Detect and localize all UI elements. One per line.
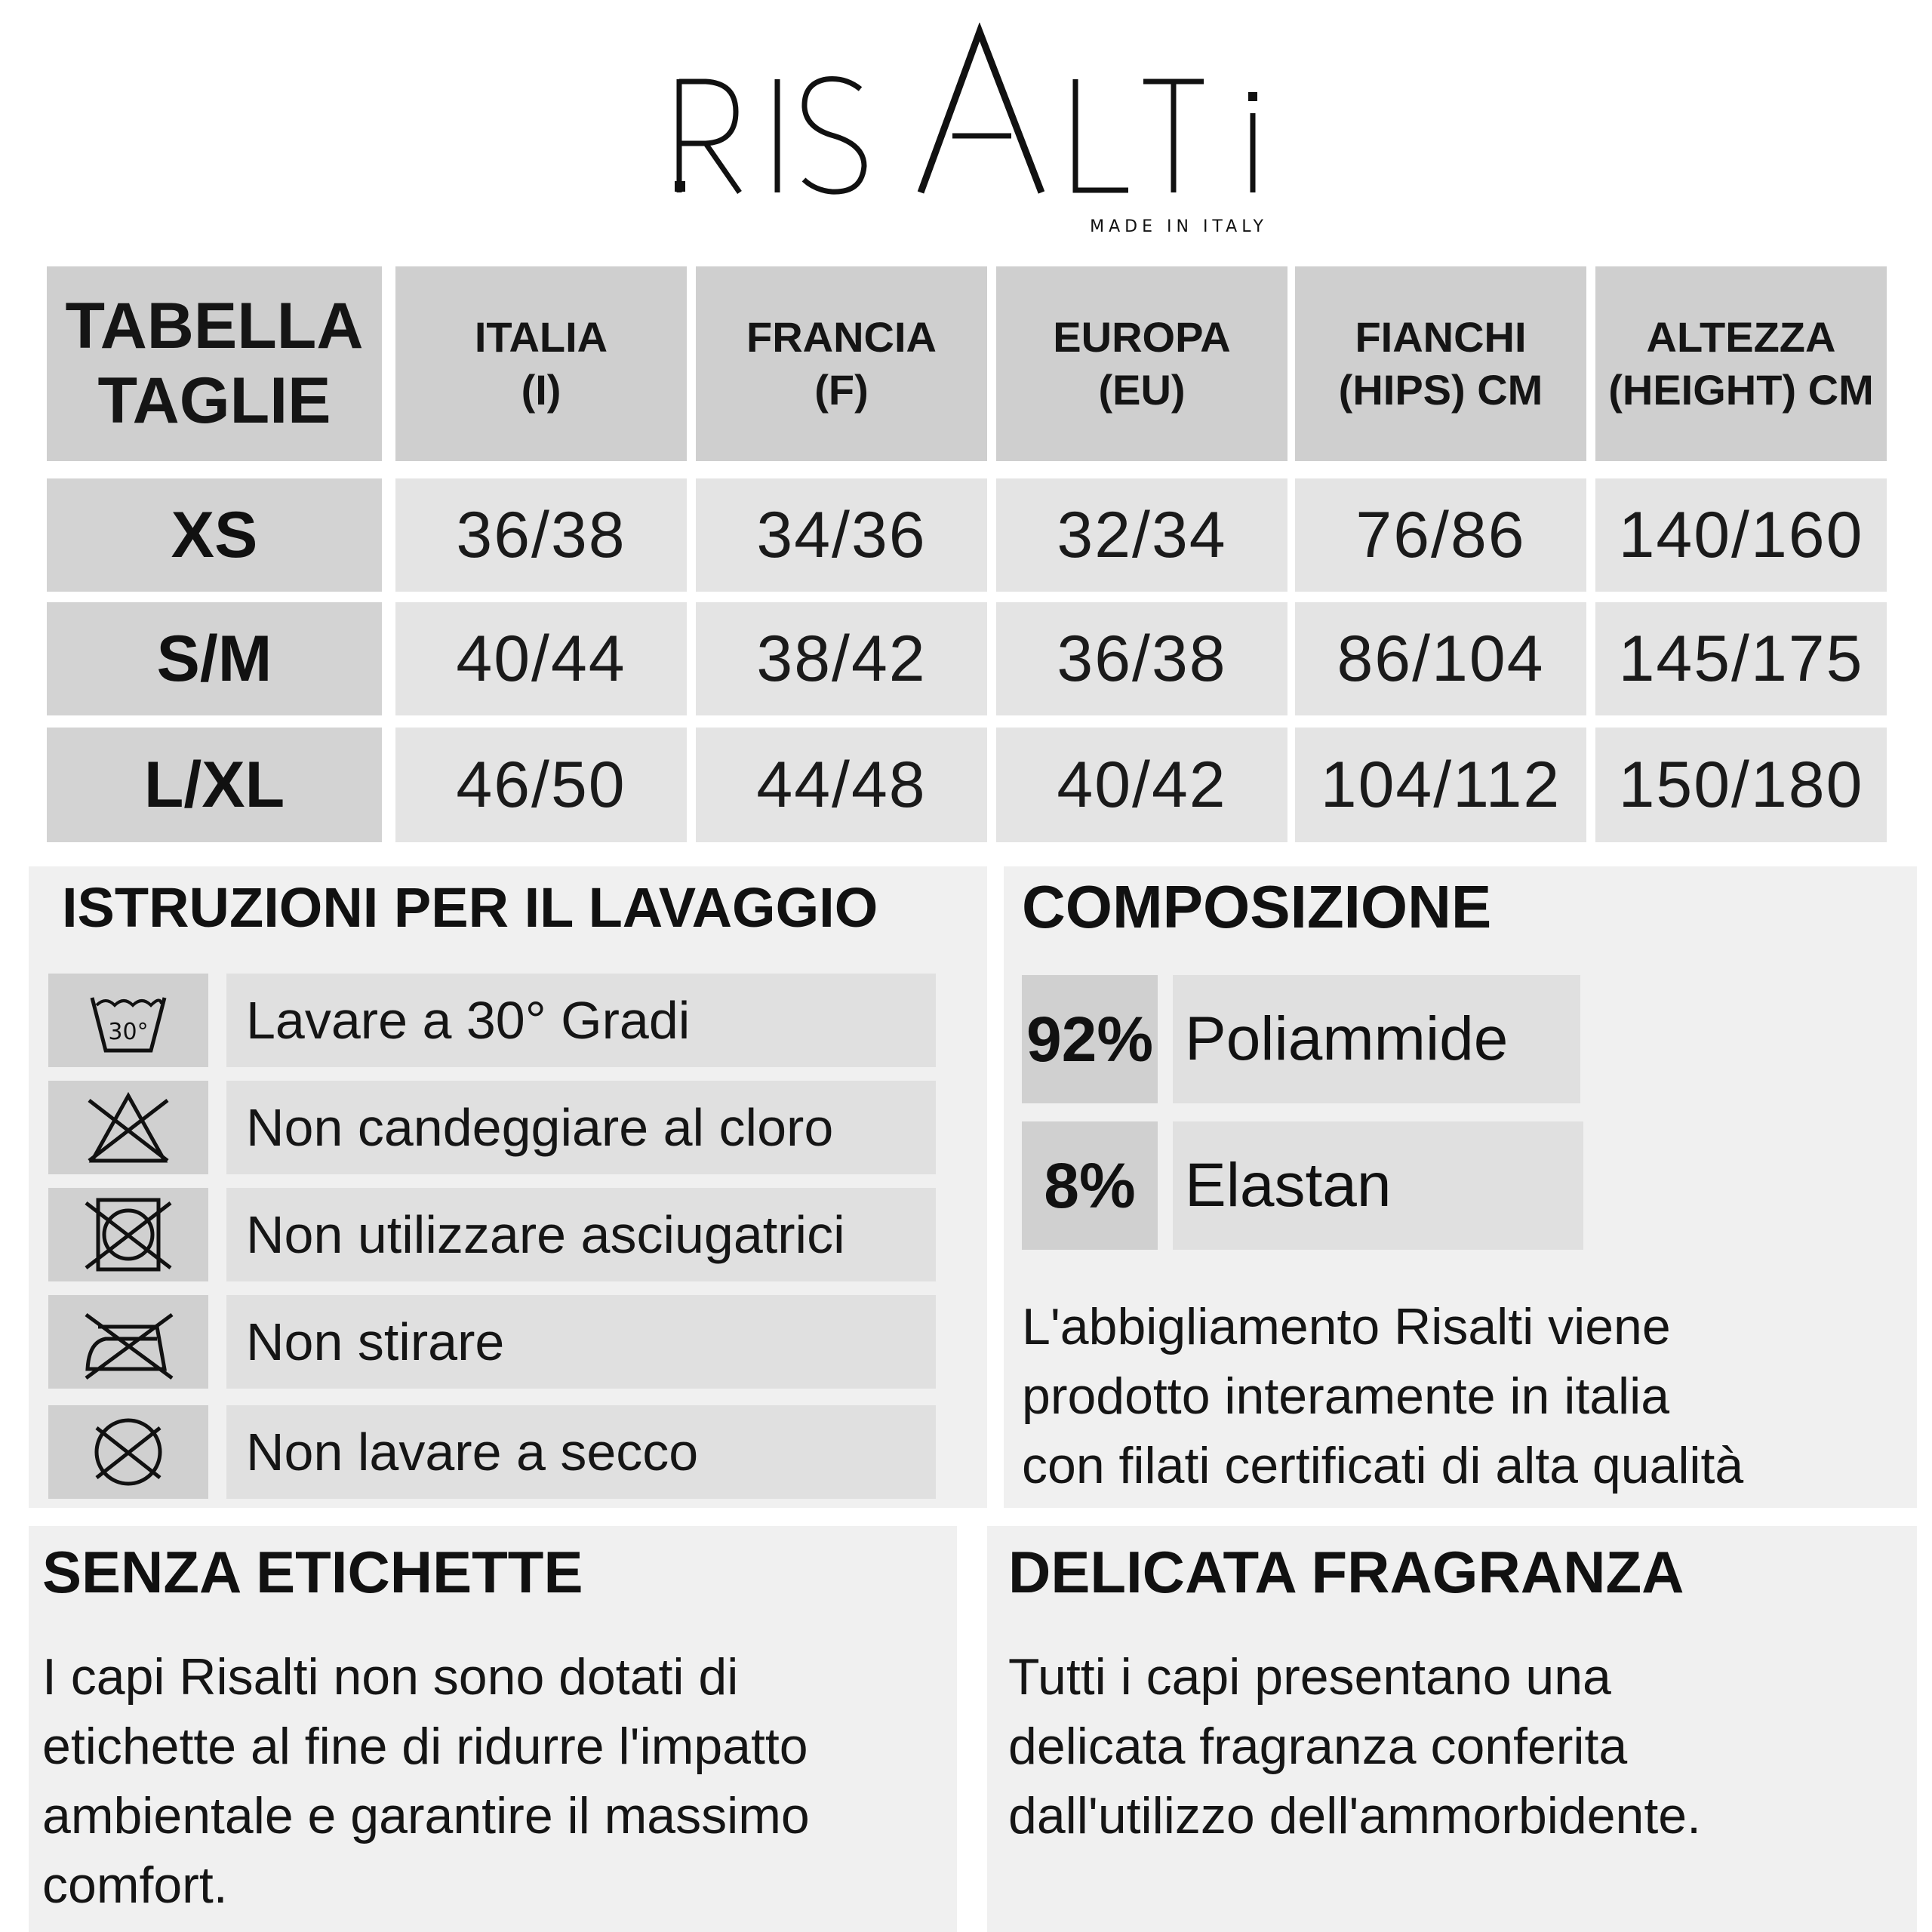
table-cell: 140/160 — [1595, 478, 1887, 592]
table-cell: 86/104 — [1295, 602, 1586, 715]
no-iron-icon — [48, 1295, 208, 1389]
fragrance-line: dall'utilizzo dell'ammorbidente. — [1008, 1787, 1701, 1844]
wash-instruction: Non stirare — [226, 1295, 936, 1389]
table-cell: 150/180 — [1595, 728, 1887, 842]
wash-instruction: Lavare a 30° Gradi — [226, 974, 936, 1067]
column-header-line2: (F) — [814, 366, 869, 414]
column-header-line1: EUROPA — [1053, 313, 1231, 361]
fragrance-text — [1008, 1642, 1906, 1850]
column-header-line1: ALTEZZA — [1646, 313, 1836, 361]
column-header-italia — [395, 266, 687, 461]
brand-tagline: MADE IN ITALY — [1090, 217, 1268, 236]
size-label-xs: XS — [47, 478, 382, 592]
fragrance-line: Tutti i capi presentano una — [1008, 1648, 1611, 1706]
no-labels-line: etichette al fine di ridurre l'impatto — [42, 1718, 808, 1775]
no-labels-title: SENZA ETICHETTE — [42, 1539, 583, 1605]
column-header-line2: (I) — [521, 366, 561, 414]
column-header-europa — [996, 266, 1287, 461]
column-header-line2: (HIPS) CM — [1338, 366, 1543, 414]
column-header-line2: (HEIGHT) CM — [1608, 366, 1874, 414]
column-header-line1: FRANCIA — [746, 313, 937, 361]
column-header-fianchi — [1295, 266, 1586, 461]
no-bleach-icon — [48, 1081, 208, 1174]
wash-temp-label: 30° — [108, 1019, 149, 1045]
composition-note — [1022, 1292, 1905, 1500]
table-cell: 104/112 — [1295, 728, 1586, 842]
no-labels-line: comfort. — [42, 1857, 228, 1914]
composition-note-line: prodotto interamente in italia — [1022, 1367, 1670, 1425]
wash-30-icon — [48, 974, 208, 1067]
material-percent: 92% — [1022, 975, 1158, 1103]
composition-title: COMPOSIZIONE — [1022, 873, 1492, 940]
material-percent: 8% — [1022, 1121, 1158, 1250]
column-header-altezza — [1595, 266, 1887, 461]
table-cell: 44/48 — [696, 728, 987, 842]
table-title-line2: TAGLIE — [97, 365, 331, 437]
material-name: Poliammide — [1173, 975, 1580, 1103]
no-labels-text — [42, 1642, 948, 1920]
fragrance-line: delicata fragranza conferita — [1008, 1718, 1628, 1775]
table-cell: 40/42 — [996, 728, 1287, 842]
no-tumble-dry-icon — [48, 1188, 208, 1281]
table-cell: 76/86 — [1295, 478, 1586, 592]
table-title-line1: TABELLA — [65, 290, 364, 363]
table-cell: 38/42 — [696, 602, 987, 715]
column-header-line1: ITALIA — [474, 313, 608, 361]
column-header-francia — [696, 266, 987, 461]
size-label-sm: S/M — [47, 602, 382, 715]
washing-title: ISTRUZIONI PER IL LAVAGGIO — [62, 876, 878, 939]
fragrance-title: DELICATA FRAGRANZA — [1008, 1539, 1684, 1605]
no-labels-line: ambientale e garantire il massimo — [42, 1787, 810, 1844]
table-cell: 36/38 — [996, 602, 1287, 715]
wash-instruction: Non utilizzare asciugatrici — [226, 1188, 936, 1281]
table-cell: 36/38 — [395, 478, 687, 592]
material-name: Elastan — [1173, 1121, 1583, 1250]
table-cell: 34/36 — [696, 478, 987, 592]
table-cell: 40/44 — [395, 602, 687, 715]
brand-logo — [664, 23, 1268, 249]
no-labels-line: I capi Risalti non sono dotati di — [42, 1648, 739, 1706]
column-header-line2: (EU) — [1098, 366, 1186, 414]
wash-instruction: Non lavare a secco — [226, 1405, 936, 1499]
composition-note-line: L'abbigliamento Risalti viene — [1022, 1298, 1671, 1355]
column-header-line1: FIANCHI — [1355, 313, 1527, 361]
table-cell: 145/175 — [1595, 602, 1887, 715]
size-label-lxl: L/XL — [47, 728, 382, 842]
table-title — [47, 266, 382, 461]
composition-note-line: con filati certificati di alta qualità — [1022, 1437, 1744, 1494]
risalti-logo-mark — [664, 23, 1268, 249]
table-cell: 32/34 — [996, 478, 1287, 592]
wash-instruction: Non candeggiare al cloro — [226, 1081, 936, 1174]
no-dry-clean-icon — [48, 1405, 208, 1499]
table-cell: 46/50 — [395, 728, 687, 842]
